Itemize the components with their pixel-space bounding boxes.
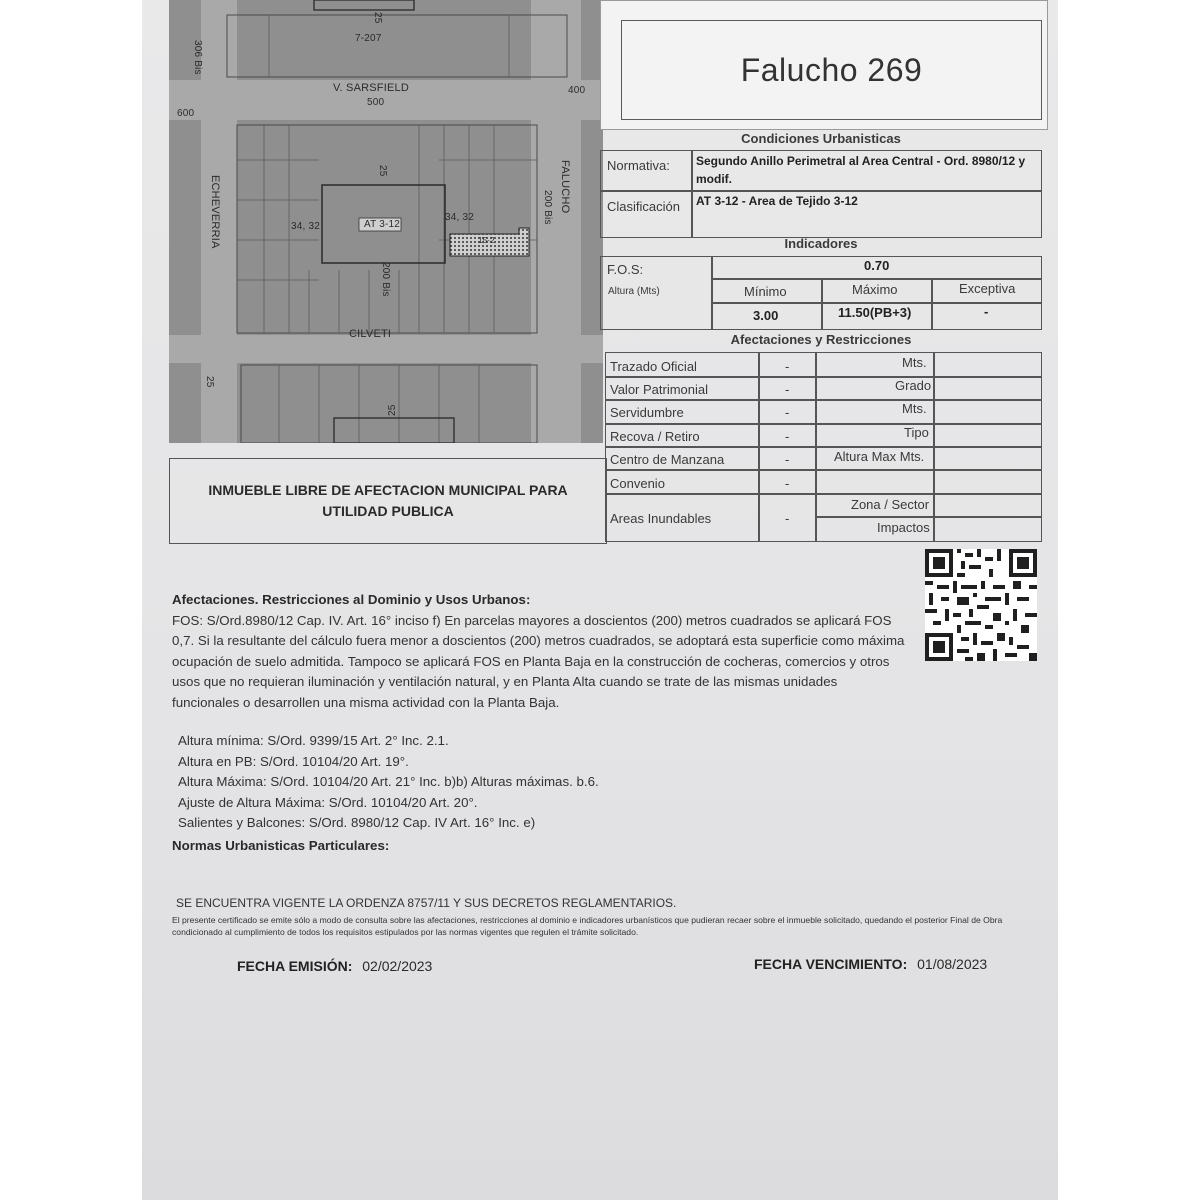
map-label-25-top: 25 [372,12,383,24]
street-cilveti: CILVETI [349,328,392,340]
notice-text: INMUEBLE LIBRE DE AFECTACION MUNICIPAL PARA UTILIDAD PUBLICA [208,482,568,519]
manzana-value: - [785,452,790,467]
emision-value: 02/02/2023 [362,958,433,974]
altura-minima-value: 3.00 [753,308,779,323]
body-heading: Afectaciones. Restricciones al Dominio y Usos Urbanos: [172,592,531,607]
restrictions-row-7 [815,516,1042,518]
col-maximo: Máximo [852,282,898,297]
street-sarsfield: V. SARSFIELD [333,82,409,94]
notice-box [169,458,607,544]
patrimonial-unit: Grado [895,378,932,393]
emision-date [237,958,432,974]
restrictions-row-4 [605,446,1042,448]
convenio-value: - [785,476,790,491]
inundables-value: - [785,511,790,526]
qr-code [925,549,1037,661]
inundables-unit: Zona / Sector [851,497,930,512]
map-label-200bis-low: 25 [204,376,215,388]
altura-excepcional-value: - [984,304,989,319]
col-excepcional: Exceptiva [959,281,1016,296]
norm-line-4: Ajuste de Altura Máxima: S/Ord. 10104/20 Art. 20°. [178,794,478,810]
indicators-title: Indicadores [784,236,858,251]
map-label-600: 600 [177,108,195,119]
normativa-label: Normativa: [607,158,670,173]
clasificacion-value: AT 3-12 - Area de Tejido 3-12 [696,194,858,208]
fos-value: 0.70 [864,258,890,273]
recova-value: - [785,429,790,444]
map-label-400: 400 [568,85,586,96]
clasificacion-label: Clasificación [607,199,680,214]
patrimonial-value: - [785,382,790,397]
disclaimer-text: El presente certificado se emite sólo a modo de consulta sobre las afectaciones, restricciones al dominio e indicadores urbanísticos que pudieran recaer sobre el inmueble solicitado, quedando el posterior Final de Obra condicionado al cumplimiento de todos los requisitos estipulados por las normas vigentes que regulen el trámite solicitado. [172,915,1003,937]
fos-label: F.O.S: [607,262,644,277]
cadastral-map [169,0,603,443]
trazado-label: Trazado Oficial [610,359,697,374]
map-label-25-low: 200 Bis [380,262,391,297]
restrictions-row-3 [605,423,1042,425]
servidumbre-label: Servidumbre [610,405,684,420]
map-label-25-mid: 25 [377,165,388,177]
altura-label: Altura (Mts) [608,286,660,297]
indicators-row1 [711,278,1042,280]
conditions-title: Condiciones Urbanisticas [741,131,901,146]
manzana-unit: Altura Max Mts. [834,449,925,464]
footer-section [172,896,1042,938]
address-title: Falucho 269 [621,20,1042,120]
vencimiento-value: 01/08/2023 [917,956,988,972]
col-minimo: Mínimo [744,284,787,299]
map-label-200bis-top: 200 Bis [542,190,553,225]
patrimonial-label: Valor Patrimonial [610,382,709,397]
conditions-col-divider [691,150,693,238]
restrictions-row-2 [605,399,1042,401]
map-label-500: 500 [367,97,385,108]
street-echeverria: ECHEVERRIA [209,175,221,249]
norm-line-1: Altura mínima: S/Ord. 9399/15 Art. 2° Inc. 2.1. [178,733,449,748]
servidumbre-unit: Mts. [902,401,927,416]
map-label-block: 7-207 [355,33,382,44]
map-label-3432-right: 34, 32 [445,212,475,223]
restrictions-row-6 [605,493,1042,495]
restrictions-title: Afectaciones y Restricciones [730,332,912,347]
altura-maxima-value: 11.50(PB+3) [838,305,912,320]
manzana-label: Centro de Manzana [610,452,725,467]
map-label-15-2: 15-2 [478,236,495,245]
body-section [172,590,912,856]
inundables-unit2: Impactos [877,520,930,535]
body-heading-2: Normas Urbanisticas Particulares: [172,837,390,853]
vencimiento-label: FECHA VENCIMIENTO: [754,956,908,972]
restrictions-row-1 [605,376,1042,378]
restrictions-row-5 [605,469,1042,471]
trazado-value: - [785,359,790,374]
inundables-label: Areas Inundables [610,511,712,526]
norm-line-5: Salientes y Balcones: S/Ord. 8980/12 Cap. IV Art. 16° Inc. e) [178,815,536,830]
norm-line-2: Altura en PB: S/Ord. 10104/20 Art. 19°. [178,753,409,769]
conditions-divider [600,190,1042,192]
ordinance-text: SE ENCUENTRA VIGENTE LA ORDENZA 8757/11 Y SUS DECRETOS REGLAMENTARIOS. [176,896,677,910]
recova-label: Recova / Retiro [610,429,700,444]
map-label-zone: AT 3-12 [364,219,401,230]
indicators-row2 [711,302,1042,304]
map-label-306: 306 Bis [192,40,203,75]
emision-label: FECHA EMISIÓN: [237,958,353,974]
map-label-25-bottom: 25 [387,404,398,416]
normativa-value: Segundo Anillo Perimetral al Area Central - Ord. 8980/12 y modif. [696,154,1026,186]
indicators-col3 [931,278,933,330]
vencimiento-date [754,956,987,972]
map-label-3432-left: 34, 32 [291,221,321,232]
recova-unit: Tipo [904,425,929,440]
indicators-col2 [821,278,823,330]
fos-paragraph: FOS: S/Ord.8980/12 Cap. IV. Art. 16° inciso f) En parcelas mayores a doscientos (200) metros cuadrados se aplicará FOS 0,7. Si la resultante del cálculo fuera menor a doscientos (200) metros cuadrados, se adoptará esta superficie como máxima ocupación de suelo admitida. Tampoco se aplicará FOS en Planta Baja en la construcción de cocheras, comercios y otros usos que no requieran iluminación y ventilación natural, y en Planta Alta cuando se trate de las mismas unidades funcionales o desarrollen una misma actividad con la Planta Baja. [172,612,905,710]
street-falucho: FALUCHO [559,160,571,214]
indicators-col1 [711,256,713,330]
norm-line-3: Altura Máxima: S/Ord. 10104/20 Art. 21° Inc. b)b) Alturas máximas. b.6. [178,774,599,789]
trazado-unit: Mts. [902,355,927,370]
servidumbre-value: - [785,405,790,420]
convenio-label: Convenio [610,476,665,491]
